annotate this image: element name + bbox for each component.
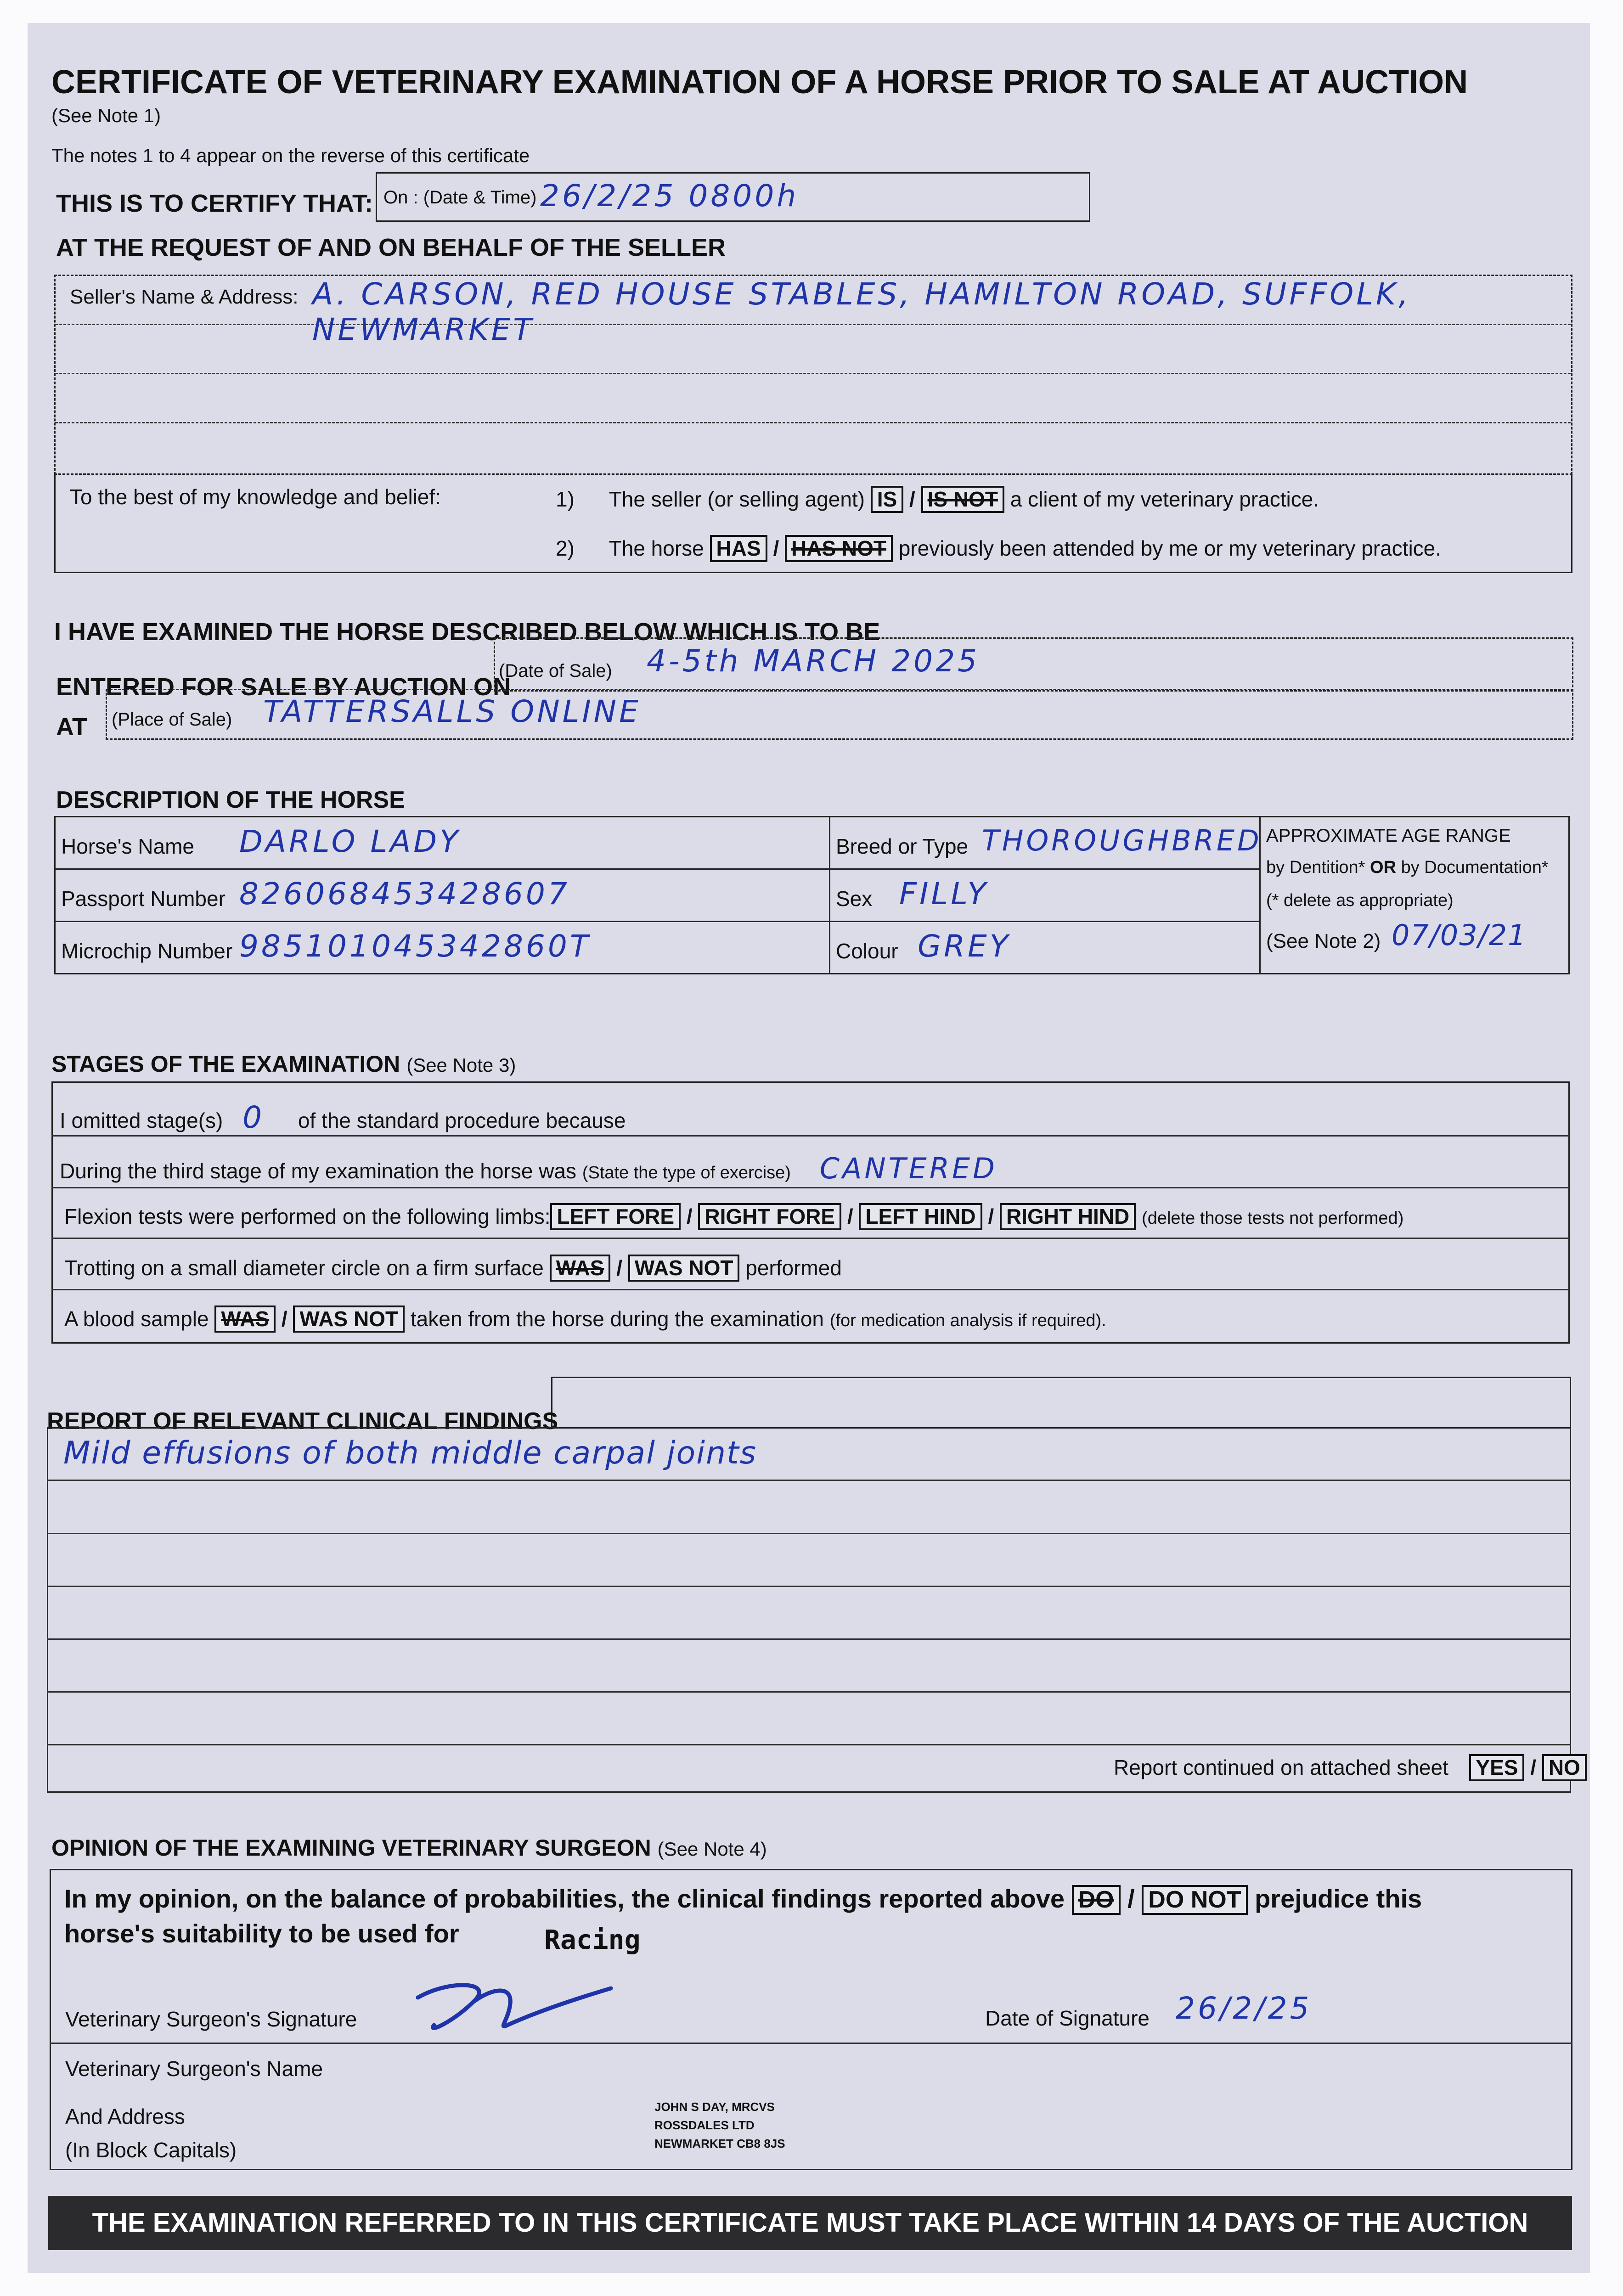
third-stage-value[interactable]: CANTERED xyxy=(819,1152,997,1185)
certificate-sheet xyxy=(28,23,1590,2273)
horse-name-field[interactable] xyxy=(54,816,830,870)
examined-line2: ENTERED FOR SALE BY AUCTION ON xyxy=(56,673,511,701)
age-range-field[interactable] xyxy=(1259,816,1570,974)
sex-field[interactable] xyxy=(829,868,1261,922)
certificate-title: CERTIFICATE OF VETERINARY EXAMINATION OF A HORSE PRIOR TO SALE AT AUCTION xyxy=(51,64,1468,101)
report-area[interactable] xyxy=(47,1427,1571,1793)
passport-value: 826068453428607 xyxy=(239,876,570,912)
colour-field[interactable] xyxy=(829,921,1261,974)
report-heading: REPORT OF RELEVANT CLINICAL FINDINGS xyxy=(47,1408,558,1435)
block-capitals-label: (In Block Capitals) xyxy=(65,2138,237,2162)
do-option[interactable]: DO xyxy=(1072,1885,1121,1915)
suitability-use[interactable]: Racing xyxy=(544,1924,641,1955)
right-fore-option[interactable]: RIGHT FORE xyxy=(698,1203,841,1230)
age-line1: APPROXIMATE AGE RANGE xyxy=(1266,826,1511,846)
age-line2: by Dentition* OR by Documentation* xyxy=(1266,858,1549,877)
at-label: AT xyxy=(56,713,87,741)
knowledge-label: To the best of my knowledge and belief: xyxy=(70,485,441,509)
report-continued-row: Report continued on attached sheet YES / NO xyxy=(1114,1754,1587,1781)
date-signature-value[interactable]: 26/2/25 xyxy=(1176,1991,1312,2026)
breed-value: THOROUGHBRED xyxy=(982,824,1262,857)
flexion-row: Flexion tests were performed on the following limbs: LEFT FORE / RIGHT FORE / LEFT HIND / RIGHT HIND (delete those tests not performed) xyxy=(64,1203,1403,1230)
footer-banner: THE EXAMINATION REFERRED TO IN THIS CERTIFICATE MUST TAKE PLACE WITHIN 14 DAYS OF THE AUCTION xyxy=(48,2196,1572,2250)
microchip-value: 985101045342860T xyxy=(239,929,592,964)
blood-was-not-option[interactable]: WAS NOT xyxy=(293,1306,405,1333)
item1-pre: The seller (or selling agent) xyxy=(609,487,865,511)
item2-post: previously been attended by me or my veterinary practice. xyxy=(898,536,1442,560)
request-heading: AT THE REQUEST OF AND ON BEHALF OF THE SELLER xyxy=(56,234,726,261)
has-not-option[interactable]: HAS NOT xyxy=(785,535,893,562)
examined-line1: I HAVE EXAMINED THE HORSE DESCRIBED BELOW WHICH IS TO BE xyxy=(54,618,880,646)
opinion-line2: horse's suitability to be used for xyxy=(64,1919,459,1948)
microchip-field[interactable] xyxy=(54,921,830,974)
has-option[interactable]: HAS xyxy=(710,535,767,562)
date-time-value: 26/2/25 0800h xyxy=(540,178,799,214)
left-hind-option[interactable]: LEFT HIND xyxy=(859,1203,982,1230)
right-hind-option[interactable]: RIGHT HIND xyxy=(1000,1203,1136,1230)
notes-line: The notes 1 to 4 appear on the reverse of this certificate xyxy=(51,145,530,166)
trot-was-option[interactable]: WAS xyxy=(550,1255,611,1282)
microchip-label: Microchip Number xyxy=(61,939,233,963)
date-time-field[interactable] xyxy=(376,172,1090,222)
signature-label: Veterinary Surgeon's Signature xyxy=(65,2007,357,2031)
clinical-finding: Mild effusions of both middle carpal joints xyxy=(63,1435,757,1471)
opinion-line1: In my opinion, on the balance of probabilities, the clinical findings reported above DO / DO NOT prejudice this xyxy=(64,1884,1422,1915)
continued-no-option[interactable]: NO xyxy=(1542,1754,1587,1781)
description-heading: DESCRIPTION OF THE HORSE xyxy=(56,787,405,813)
surgeon-address-label: And Address xyxy=(65,2105,185,2128)
item1-num: 1) xyxy=(556,487,575,511)
is-not-option[interactable]: IS NOT xyxy=(921,486,1004,513)
place-value: TATTERSALLS ONLINE xyxy=(263,694,641,729)
third-stage-row: During the third stage of my examination the horse was (State the type of exercise) CANTERED xyxy=(60,1152,997,1185)
age-value: 07/03/21 xyxy=(1392,918,1527,952)
signature-mark xyxy=(400,1970,638,2039)
seller-value[interactable]: A. CARSON, RED HOUSE STABLES, HAMILTON ROAD, SUFFOLK, NEWMARKET xyxy=(312,276,1411,347)
left-fore-option[interactable]: LEFT FORE xyxy=(550,1203,681,1230)
item1-post: a client of my veterinary practice. xyxy=(1010,487,1319,511)
age-note: (See Note 2) xyxy=(1266,930,1381,952)
blood-row: A blood sample WAS / WAS NOT taken from the horse during the examination (for medication analysis if required). xyxy=(64,1306,1106,1333)
sale-date-label: (Date of Sale) xyxy=(499,661,612,681)
passport-field[interactable] xyxy=(54,868,830,922)
certify-label: THIS IS TO CERTIFY THAT: xyxy=(56,190,373,217)
knowledge-item1: 1) The seller (or selling agent) IS / IS NOT a client of my veterinary practice. xyxy=(556,486,1319,513)
omitted-value[interactable]: 0 xyxy=(242,1100,265,1135)
omitted-row: I omitted stage(s) 0 of the standard procedure because xyxy=(60,1100,626,1135)
surgeon-stamp[interactable]: JOHN S DAY, MRCVS ROSSDALES LTD NEWMARKET CB8 8JS xyxy=(654,2100,785,2150)
breed-label: Breed or Type xyxy=(836,834,969,858)
item2-num: 2) xyxy=(556,536,575,560)
blood-was-option[interactable]: WAS xyxy=(214,1306,276,1333)
surgeon-name-label: Veterinary Surgeon's Name xyxy=(65,2057,323,2081)
horse-name-value: DARLO LADY xyxy=(239,824,461,859)
sex-label: Sex xyxy=(836,887,873,911)
continued-yes-option[interactable]: YES xyxy=(1469,1754,1524,1781)
date-signature-label: Date of Signature xyxy=(985,2006,1150,2030)
sale-date-value: 4-5th MARCH 2025 xyxy=(647,643,980,679)
breed-field[interactable] xyxy=(829,816,1261,870)
date-time-label: On : (Date & Time) xyxy=(383,187,537,208)
place-label: (Place of Sale) xyxy=(112,709,232,730)
do-not-option[interactable]: DO NOT xyxy=(1142,1885,1247,1915)
sale-date-field[interactable] xyxy=(494,637,1573,692)
trotting-row: Trotting on a small diameter circle on a firm surface WAS / WAS NOT performed xyxy=(64,1255,842,1282)
place-of-sale-field[interactable] xyxy=(106,689,1573,740)
age-line3: (* delete as appropriate) xyxy=(1266,891,1454,910)
knowledge-item2: 2) The horse HAS / HAS NOT previously been attended by me or my veterinary practice. xyxy=(556,535,1441,562)
passport-label: Passport Number xyxy=(61,887,225,911)
opinion-heading: OPINION OF THE EXAMINING VETERINARY SURGEON (See Note 4) xyxy=(51,1835,767,1861)
is-option[interactable]: IS xyxy=(871,486,903,513)
stages-heading: STAGES OF THE EXAMINATION (See Note 3) xyxy=(51,1051,516,1077)
item2-pre: The horse xyxy=(609,536,704,560)
see-note-1: (See Note 1) xyxy=(51,105,161,126)
colour-label: Colour xyxy=(836,939,898,963)
report-heading-box xyxy=(551,1377,1571,1429)
colour-value: GREY xyxy=(918,929,1011,964)
horse-name-label: Horse's Name xyxy=(61,834,194,858)
seller-label: Seller's Name & Address: xyxy=(70,286,299,308)
sex-value: FILLY xyxy=(899,876,989,912)
trot-was-not-option[interactable]: WAS NOT xyxy=(628,1255,740,1282)
